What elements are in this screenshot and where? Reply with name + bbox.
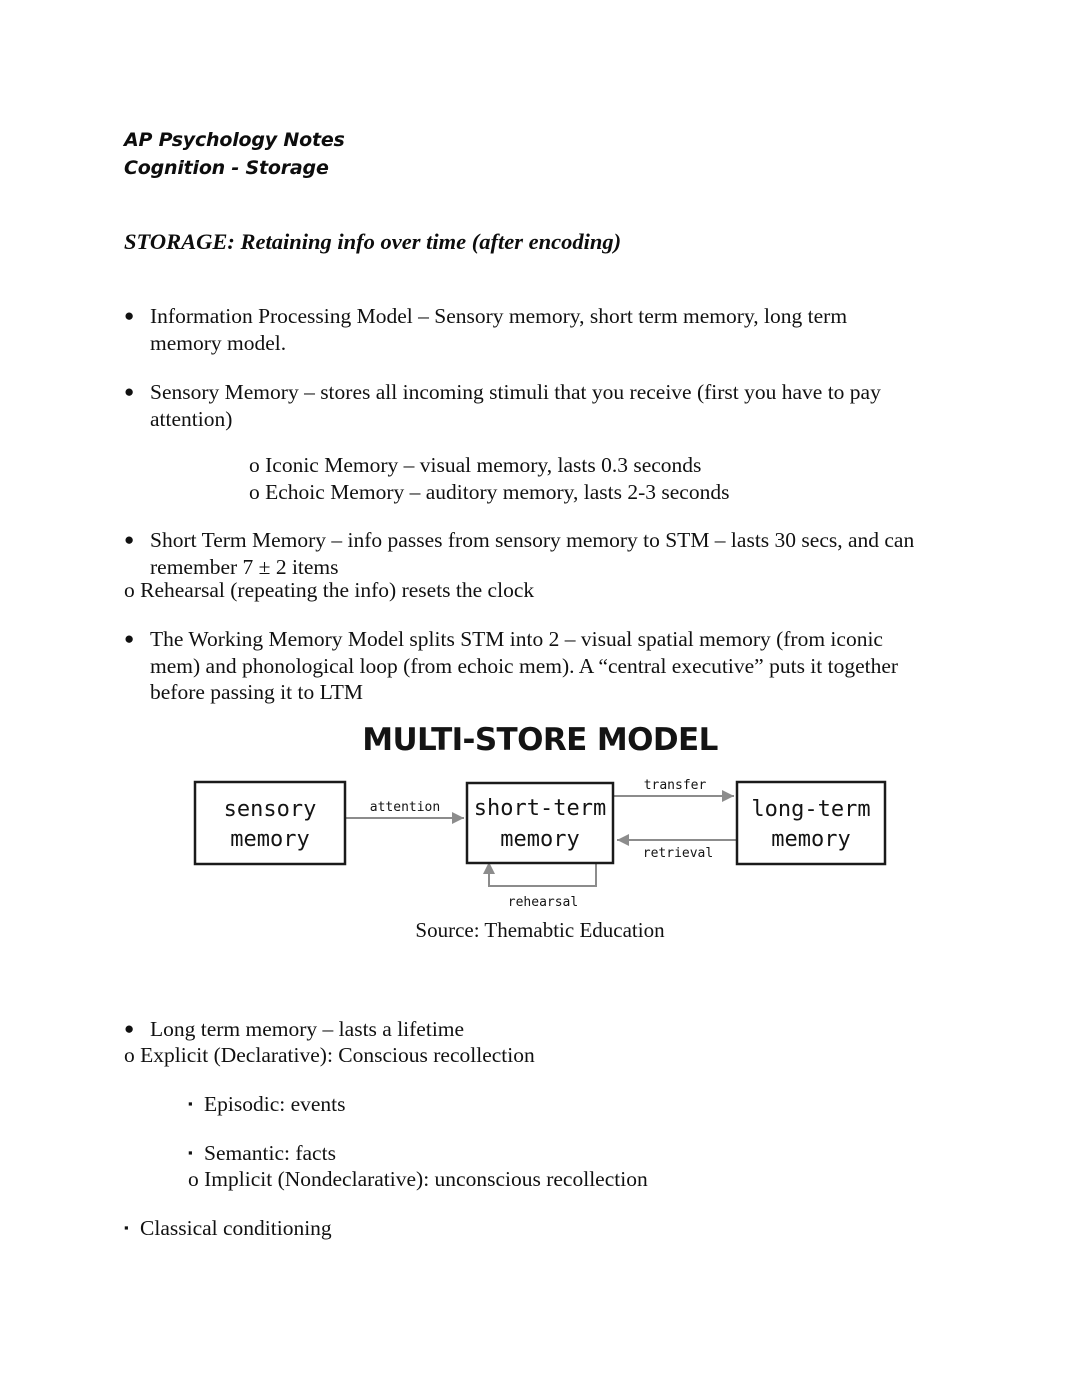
bullet-text: Information Processing Model – Sensory memory, short term memory, long term memory model. xyxy=(150,304,848,355)
round-bullet-icon: ● xyxy=(124,629,135,648)
sublist-item-implicit-nondeclarative: o Implicit (Nondeclarative): unconscious recollection xyxy=(188,1167,648,1191)
bullet-text: Classical conditioning xyxy=(140,1216,332,1240)
svg-text:transfer: transfer xyxy=(643,778,707,793)
bullet-long-term-memory xyxy=(124,1016,884,1043)
svg-text:short-term: short-term xyxy=(473,796,607,821)
bullet-text: Semantic: facts xyxy=(204,1141,336,1165)
bullet-short-term-memory xyxy=(124,527,954,580)
bullet-text: Short Term Memory – info passes from sensory memory to STM – lasts 30 secs, and can remember 7 ± 2 items xyxy=(150,528,915,579)
round-bullet-icon: ● xyxy=(124,306,135,325)
round-bullet-icon: ● xyxy=(124,530,135,549)
square-bullet-icon: ▪ xyxy=(188,1096,193,1111)
figure-diagram xyxy=(183,774,897,917)
svg-text:retrieval: retrieval xyxy=(642,846,714,861)
sublist-item-semantic xyxy=(188,1140,808,1167)
sublist-item-explicit-declarative: o Explicit (Declarative): Conscious recollection xyxy=(124,1043,535,1067)
round-bullet-icon: ● xyxy=(124,382,135,401)
svg-text:memory: memory xyxy=(500,827,580,852)
section-heading-storage: STORAGE: Retaining info over time (after encoding) xyxy=(124,229,622,254)
bullet-information-processing-model xyxy=(124,303,892,356)
multi-store-model-figure xyxy=(183,722,897,917)
bullet-text: Episodic: events xyxy=(204,1092,346,1116)
svg-text:memory: memory xyxy=(771,827,851,852)
document-header xyxy=(124,126,345,182)
sublist-item-iconic-memory: o Iconic Memory – visual memory, lasts 0.3 seconds xyxy=(249,453,702,477)
sublist-item-classical-conditioning xyxy=(124,1215,744,1242)
bullet-working-memory-model xyxy=(124,626,922,706)
sublist-item-episodic xyxy=(188,1091,808,1118)
svg-text:attention: attention xyxy=(369,800,441,815)
square-bullet-icon: ▪ xyxy=(188,1145,193,1160)
square-bullet-icon: ▪ xyxy=(124,1220,129,1235)
svg-text:sensory: sensory xyxy=(223,797,317,822)
figure-title: MULTI-STORE MODEL xyxy=(362,722,718,758)
round-bullet-icon: ● xyxy=(124,1019,135,1038)
bullet-text: The Working Memory Model splits STM into 2 – visual spatial memory (from iconic mem) and phonological loop (from echoic mem). A “central executive” puts it together before passing it to LTM xyxy=(150,627,899,704)
bullet-text: Sensory Memory – stores all incoming stimuli that you receive (first you have to pay attention) xyxy=(150,380,881,431)
bullet-text: Long term memory – lasts a lifetime xyxy=(150,1017,465,1041)
svg-text:memory: memory xyxy=(230,827,310,852)
svg-text:rehearsal: rehearsal xyxy=(507,895,579,910)
header-line-title: AP Psychology Notes xyxy=(124,129,345,151)
figure-caption-source: Source: Themabtic Education xyxy=(415,918,665,942)
sublist-item-rehearsal: o Rehearsal (repeating the info) resets the clock xyxy=(124,578,535,602)
svg-text:long-term: long-term xyxy=(751,797,871,822)
header-line-subtitle: Cognition - Storage xyxy=(124,157,329,179)
sublist-item-echoic-memory: o Echoic Memory – auditory memory, lasts 2-3 seconds xyxy=(249,479,730,504)
sublist-sensory-memory-types xyxy=(249,452,949,505)
bullet-sensory-memory xyxy=(124,379,924,432)
